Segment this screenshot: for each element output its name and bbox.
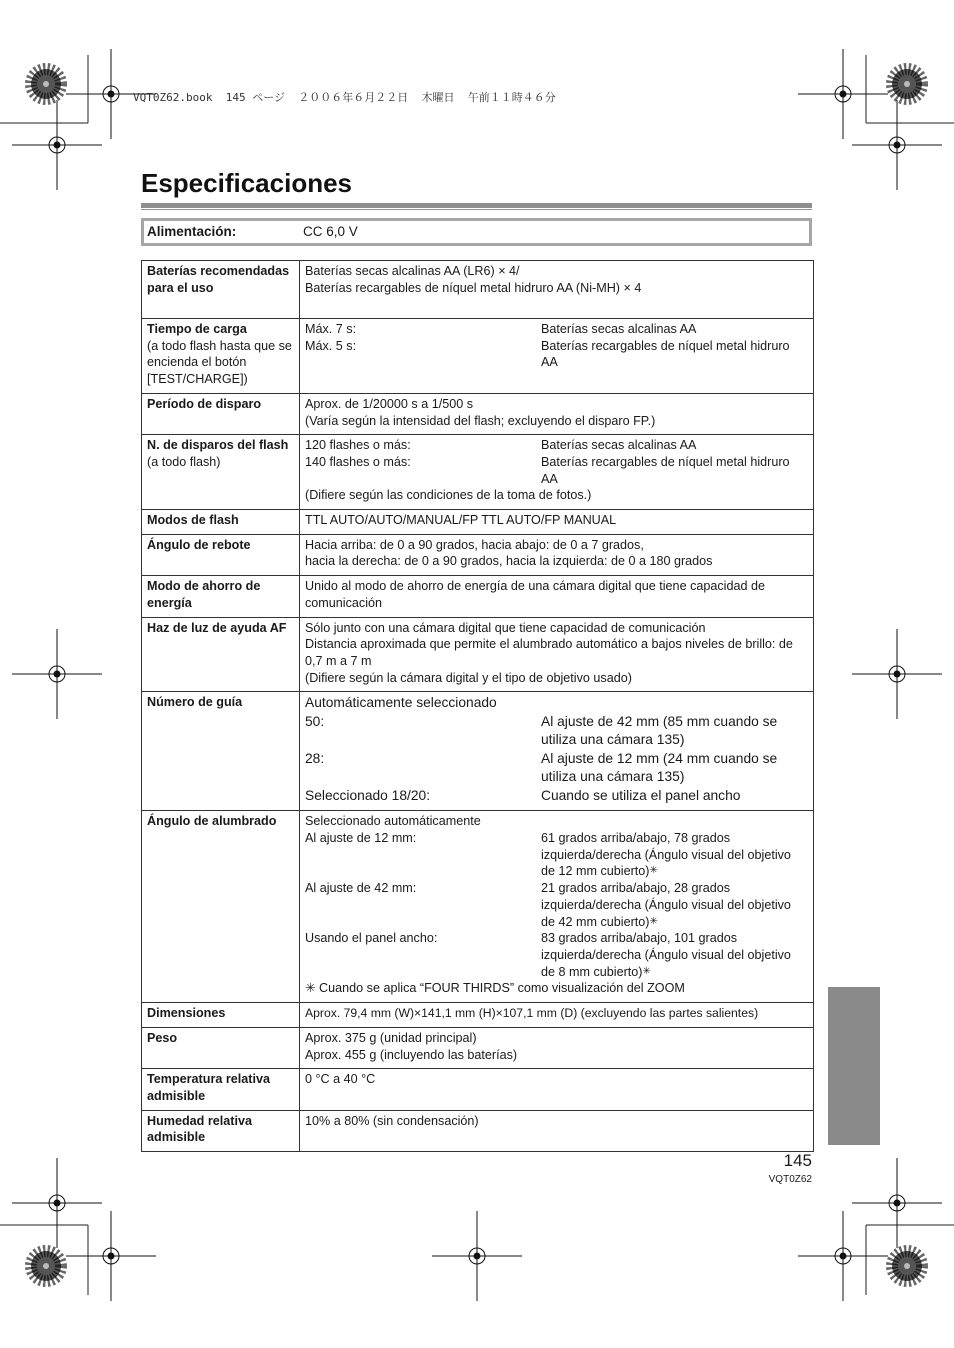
spec-value [300, 692, 814, 811]
spec-line: (Varía según la intensidad del flash; excluyendo el disparo FP.) [305, 413, 656, 428]
spec-note: (a todo flash) [147, 454, 221, 469]
spec-line: Distancia aproximada que permite el alumbrado automático a bajos niveles de brillo: de 0,7 m a 7 m [305, 637, 793, 668]
spec-subkey: Seleccionado 18/20: [305, 787, 431, 803]
spec-value [300, 811, 814, 1003]
spec-line: hacia la derecha: de 0 a 90 grados, hacia la izquierda: de 0 a 180 grados [305, 554, 713, 569]
page-number: 145 [783, 1151, 812, 1170]
spec-value: Unido al modo de ahorro de energía de una cámara digital que tiene capacidad de comunicación [300, 576, 814, 617]
title-rule-thin [141, 209, 812, 210]
table-row [142, 617, 814, 692]
spec-subvalue: Baterías recargables de níquel metal hidruro AA [541, 338, 790, 370]
spec-label: Número de guía [142, 692, 300, 811]
table-row [142, 1110, 814, 1151]
spec-line: Baterías recargables de níquel metal hidruro AA (Ni-MH) × 4 [305, 280, 642, 295]
table-row [142, 692, 814, 811]
spec-label: N. de disparos del flash [147, 438, 289, 453]
spec-subvalue-wrap [541, 930, 808, 980]
title-rule [141, 203, 812, 208]
spec-value: Aprox. 79,4 mm (W)×141,1 mm (H)×107,1 mm (D) (excluyendo las partes salientes) [300, 1003, 814, 1028]
spec-label: Ángulo de alumbrado [142, 811, 300, 1003]
spec-subkey: 140 flashes o más: [305, 454, 411, 469]
spec-subvalue: Baterías secas alcalinas AA [541, 438, 697, 453]
spec-subvalue-wrap [541, 880, 808, 930]
spec-value [300, 617, 814, 692]
spec-subvalue: Baterías secas alcalinas AA [541, 322, 697, 336]
spec-subvalue-wrap [541, 830, 808, 880]
table-row [142, 435, 814, 510]
spec-subkey: Máx. 7 s: [305, 322, 357, 336]
asterisk-mark: ✳ [649, 915, 658, 927]
table-row [142, 1069, 814, 1110]
footnote: ✳ Cuando se aplica “FOUR THIRDS” como visualización del ZOOM [305, 981, 685, 996]
table-row [142, 811, 814, 1003]
spec-line: Baterías secas alcalinas AA (LR6) × 4/ [305, 264, 520, 278]
table-row [142, 319, 814, 394]
spec-subvalue: Baterías recargables de níquel metal hidruro AA [541, 454, 790, 486]
spec-value [300, 319, 814, 394]
spec-label-cell [142, 319, 300, 394]
spec-subvalue: Al ajuste de 42 mm (85 mm cuando se utiliza una cámara 135) [541, 713, 778, 748]
spec-line: Sólo junto con una cámara digital que tiene capacidad de comunicación [305, 620, 706, 635]
spec-label: Modo de ahorro de energía [142, 576, 300, 617]
spec-line: Seleccionado automáticamente [305, 814, 481, 829]
spec-label: Peso [142, 1027, 300, 1068]
spec-subkey: Máx. 5 s: [305, 338, 357, 353]
table-row [142, 393, 814, 434]
spec-subkey: Al ajuste de 42 mm: [305, 881, 417, 896]
spec-value [300, 435, 814, 510]
spec-line: Aprox. 375 g (unidad principal) [305, 1030, 477, 1045]
spec-subvalue: Al ajuste de 12 mm (24 mm cuando se utiliza una cámara 135) [541, 750, 778, 785]
spec-subvalue: Cuando se utiliza el panel ancho [541, 787, 741, 803]
spec-value: 0 °C a 40 °C [300, 1069, 814, 1110]
spec-subkey: 120 flashes o más: [305, 438, 411, 453]
spec-line: Hacia arriba: de 0 a 90 grados, hacia abajo: de 0 a 7 grados, [305, 537, 644, 552]
spec-value [300, 261, 814, 319]
spec-subvalue: 21 grados arriba/abajo, 28 grados izquierda/derecha (Ángulo visual del objetivo de 42 mm cubierto) [541, 881, 791, 929]
power-supply-box [141, 218, 812, 246]
specifications-table [141, 260, 814, 1152]
spec-value: TTL AUTO/AUTO/MANUAL/FP TTL AUTO/FP MANUAL [300, 510, 814, 535]
table-row [142, 261, 814, 319]
table-row [142, 534, 814, 575]
spec-subvalue: 83 grados arriba/abajo, 101 grados izquierda/derecha (Ángulo visual del objetivo de 8 mm cubierto) [541, 931, 791, 979]
power-value: CC 6,0 V [303, 224, 358, 239]
page-code: VQT0Z62 [768, 1174, 812, 1185]
spec-label: Haz de luz de ayuda AF [142, 617, 300, 692]
table-row [142, 1027, 814, 1068]
asterisk-mark: ✳ [649, 865, 658, 877]
table-row [142, 1003, 814, 1028]
table-row [142, 510, 814, 535]
spec-subkey: 28: [305, 750, 325, 766]
spec-subkey: 50: [305, 713, 325, 729]
spec-line: (Difiere según la cámara digital y el tipo de objetivo usado) [305, 670, 632, 685]
section-side-tab [828, 987, 880, 1145]
power-label: Alimentación: [147, 224, 237, 239]
spec-label: Ángulo de rebote [142, 534, 300, 575]
spec-subkey: Al ajuste de 12 mm: [305, 831, 417, 846]
spec-line: Aprox. 455 g (incluyendo las baterías) [305, 1047, 518, 1062]
spec-subkey: Usando el panel ancho: [305, 931, 438, 946]
spec-line: (Difiere según las condiciones de la toma de fotos.) [305, 488, 592, 503]
print-file-header: VQT0Z62.book 145 ページ ２００６年６月２２日 木曜日 午前１１時４６分 [133, 91, 556, 104]
spec-label: Período de disparo [142, 393, 300, 434]
spec-label: Modos de flash [142, 510, 300, 535]
spec-label: Dimensiones [142, 1003, 300, 1028]
asterisk-mark: ✳ [642, 965, 651, 977]
spec-subvalue: 61 grados arriba/abajo, 78 grados izquierda/derecha (Ángulo visual del objetivo de 12 mm cubierto) [541, 831, 791, 879]
spec-label: Baterías recomendadas para el uso [142, 261, 300, 319]
spec-value: 10% a 80% (sin condensación) [300, 1110, 814, 1151]
spec-label: Humedad relativa admisible [142, 1110, 300, 1151]
spec-value [300, 393, 814, 434]
page-title: Especificaciones [141, 168, 352, 198]
spec-value [300, 1027, 814, 1068]
spec-line: Automáticamente seleccionado [305, 695, 497, 711]
spec-label: Temperatura relativa admisible [142, 1069, 300, 1110]
spec-label-cell [142, 435, 300, 510]
spec-line: Aprox. de 1/20000 s a 1/500 s [305, 396, 474, 411]
spec-label: Tiempo de carga [147, 322, 247, 336]
spec-value [300, 534, 814, 575]
spec-note: (a todo flash hasta que se encienda el botón [TEST/CHARGE]) [147, 338, 292, 387]
table-row [142, 576, 814, 617]
